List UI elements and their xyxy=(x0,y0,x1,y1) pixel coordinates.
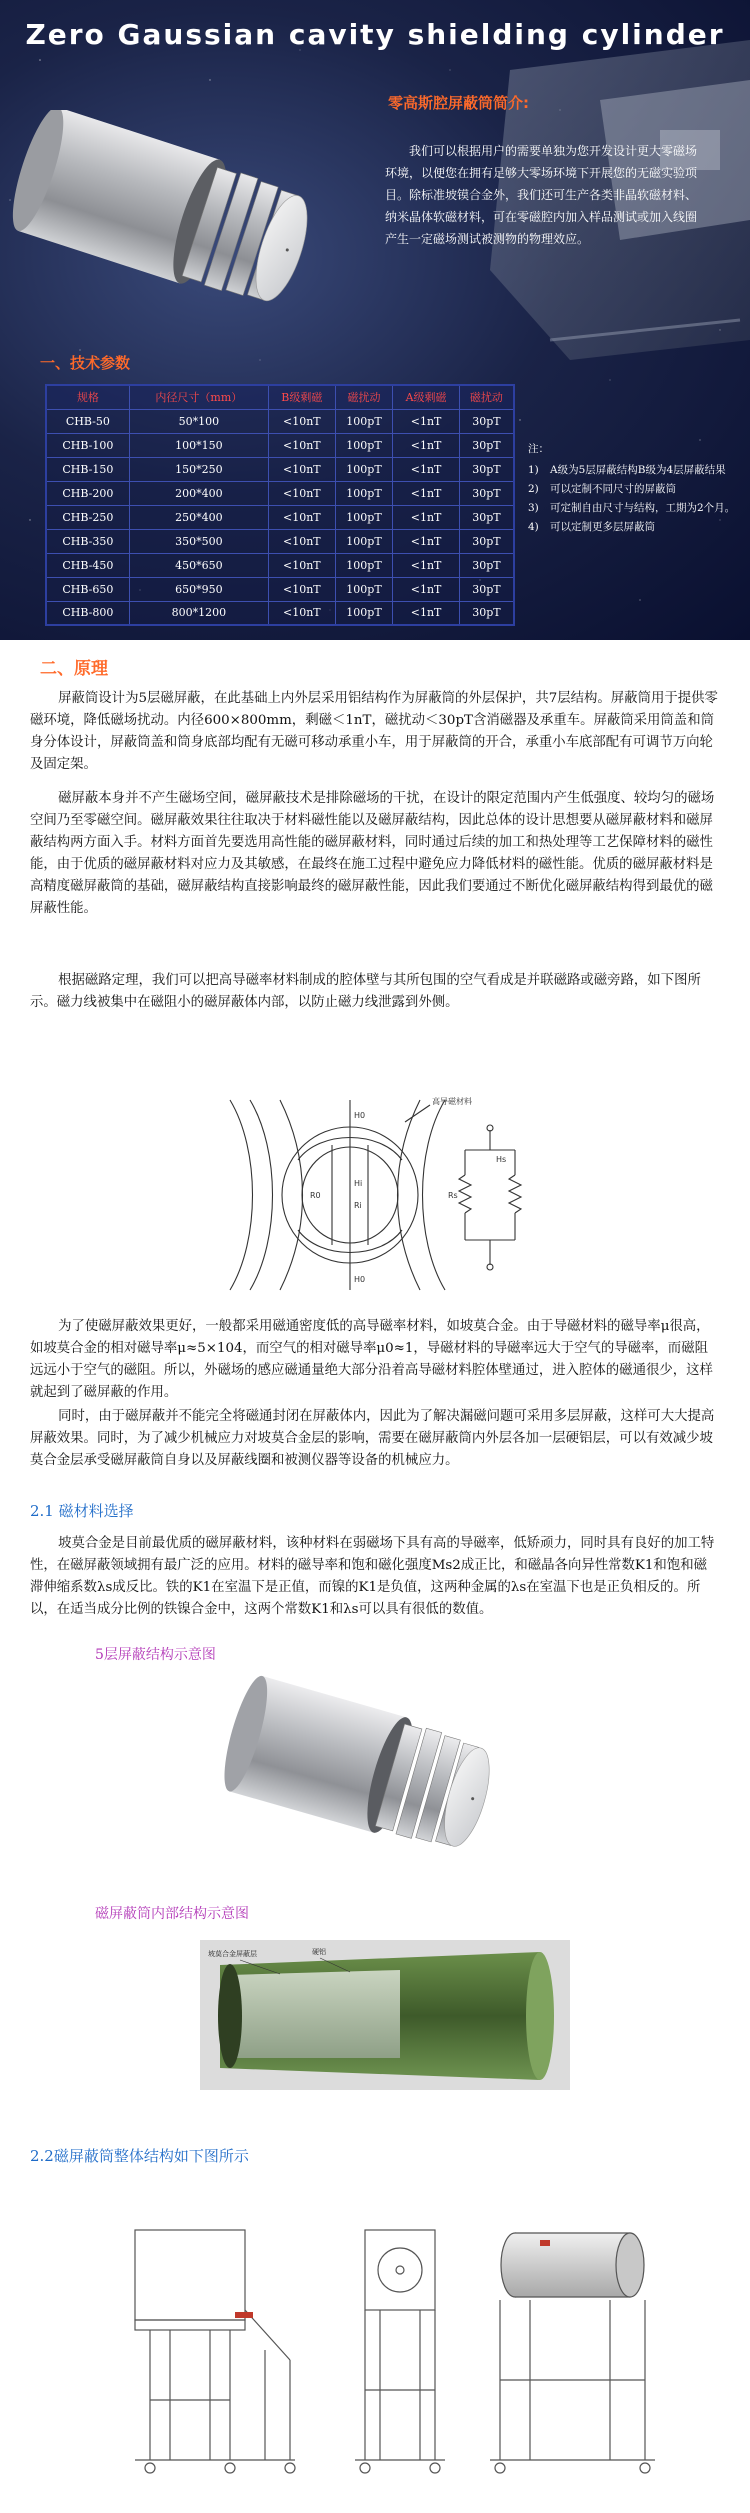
inner-structure-caption: 磁屏蔽筒内部结构示意图 xyxy=(95,1906,249,1922)
spec-table-cell: <1nT xyxy=(393,601,459,625)
spec-table-row xyxy=(46,553,514,577)
spec-table-cell: <10nT xyxy=(268,481,335,505)
diagram-label-material: 高导磁材料 xyxy=(432,1097,472,1106)
spec-table-cell: 100pT xyxy=(335,481,393,505)
section-tech-params-heading: 一、技术参数 xyxy=(40,354,131,372)
spec-table-cell: CHB-100 xyxy=(46,433,129,457)
note-item xyxy=(528,480,738,499)
spec-table-cell: <1nT xyxy=(393,409,459,433)
note-item xyxy=(528,499,738,518)
spec-table-cell: <10nT xyxy=(268,505,335,529)
spec-table-cell: 250*400 xyxy=(129,505,268,529)
spec-table-cell: 30pT xyxy=(459,457,514,481)
note-item xyxy=(528,518,738,537)
diagram-label-h0-top: H0 xyxy=(354,1111,366,1120)
principle-heading: 二、原理 xyxy=(40,659,108,679)
spec-table-cell: <10nT xyxy=(268,529,335,553)
spec-table-cell: 100pT xyxy=(335,553,393,577)
spec-table-cell: <10nT xyxy=(268,601,335,625)
spec-table-cell: 100*150 xyxy=(129,433,268,457)
note-number: 1) xyxy=(528,464,539,476)
spec-table-cell: CHB-350 xyxy=(46,529,129,553)
spec-table-cell: 100pT xyxy=(335,457,393,481)
spec-col-model: 规格 xyxy=(46,385,129,409)
spec-table-cell: <1nT xyxy=(393,481,459,505)
spec-table-body xyxy=(46,409,514,625)
spec-table-cell: 100pT xyxy=(335,409,393,433)
spec-table-cell: <1nT xyxy=(393,553,459,577)
note-number: 2) xyxy=(528,483,539,495)
diagram-label-h0-bottom: H0 xyxy=(354,1275,366,1284)
spec-col-b-disturbance: 磁扰动 xyxy=(335,385,393,409)
spec-table-cell: CHB-800 xyxy=(46,601,129,625)
spec-table-cell: 30pT xyxy=(459,553,514,577)
spec-table-cell: 650*950 xyxy=(129,577,268,601)
five-layer-cylinder-image xyxy=(220,1660,560,1890)
spec-col-b-remanence: B级剩磁 xyxy=(268,385,335,409)
spec-table-cell: <10nT xyxy=(268,553,335,577)
note-text: 可以定制更多层屏蔽筒 xyxy=(550,521,655,533)
hero-banner xyxy=(0,0,750,640)
spec-table-row xyxy=(46,505,514,529)
spec-table-cell: CHB-150 xyxy=(46,457,129,481)
spec-table-cell: <1nT xyxy=(393,529,459,553)
spec-col-inner-size: 内径尺寸（mm） xyxy=(129,385,268,409)
spec-table-row xyxy=(46,457,514,481)
spec-table-cell: 50*100 xyxy=(129,409,268,433)
content-body xyxy=(0,640,750,2513)
magnetic-circuit-diagram xyxy=(220,1090,560,1300)
note-item xyxy=(528,461,738,480)
spec-table-row xyxy=(46,433,514,457)
spec-table-cell: 450*650 xyxy=(129,553,268,577)
note-number: 4) xyxy=(528,521,539,533)
spec-table-cell: 30pT xyxy=(459,481,514,505)
principle-paragraph-3: 根据磁路定理，我们可以把高导磁率材料制成的腔体壁与其所包围的空气看成是并联磁路或磁旁路，如下图所示。磁力线被集中在磁阻小的磁屏蔽体内部，以防止磁力线泄露到外侧。 xyxy=(30,973,701,1010)
diagram-label-r0: R0 xyxy=(310,1191,321,1200)
hero-title: Zero Gaussian cavity shielding cylinder xyxy=(25,18,725,51)
diagram-label-rs: Rs xyxy=(448,1191,458,1200)
spec-table-cell: <10nT xyxy=(268,433,335,457)
structure-drawing-side xyxy=(340,2200,480,2500)
spec-table-cell: 100pT xyxy=(335,433,393,457)
note-text: 可以定制不同尺寸的屏蔽筒 xyxy=(550,483,676,495)
spec-table-cell: 30pT xyxy=(459,433,514,457)
spec-table-cell: <1nT xyxy=(393,577,459,601)
material-heading: 2.1 磁材料选择 xyxy=(30,1502,134,1520)
spec-table-cell: 30pT xyxy=(459,601,514,625)
spec-table-cell: CHB-450 xyxy=(46,553,129,577)
inner-label-aluminum: 硬铝 xyxy=(312,1948,326,1956)
diagram-label-hi: Hi xyxy=(354,1179,363,1188)
structure-drawing-front xyxy=(115,2200,315,2500)
spec-table-cell: 30pT xyxy=(459,577,514,601)
note-text: 可定制自由尺寸与结构，工期为2个月。 xyxy=(550,502,736,514)
spec-table-row xyxy=(46,409,514,433)
spec-table-cell: 100pT xyxy=(335,529,393,553)
material-paragraph: 坡莫合金是目前最优质的磁屏蔽材料，该种材料在弱磁场下具有高的导磁率，低矫顽力，同时具有良好的加工特性，在磁屏蔽领域拥有最广泛的应用。材料的磁导率和饱和磁化强度Ms2成正比，和磁晶各向异性常数K1和饱和磁滞伸缩系数λs成反比。铁的K1在室温下是正值，而镍的K1是负值，这两种金属的λs在室温下也是正负相反的。所以，在适当成分比例的铁镍合金中，这两个常数K1和λs可以具有很低的数值。 xyxy=(30,1536,715,1617)
intro-text: 我们可以根据用户的需要单独为您开发设计更大零磁场环境，以便您在拥有足够大零场环境下开展您的无磁实验项目。除标准坡镆合金外，我们还可生产各类非晶软磁材料、纳米晶体软磁材料，可在零磁腔内加入样品测试或加入线圈产生一定磁场测试被测物的物理效应。 xyxy=(385,144,698,246)
principle-paragraph-5: 同时，由于磁屏蔽并不能完全将磁通封闭在屏蔽体内，因此为了解决漏磁问题可采用多层屏蔽，这样可大大提高屏蔽效果。同时，为了减少机械应力对坡莫合金层的影响，需要在磁屏蔽筒内外层各加一层硬铝层，可以有效减少坡莫合金层承受磁屏蔽筒自身以及屏蔽线圈和被测仪器等设备的机械应力。 xyxy=(30,1409,715,1468)
notes-panel xyxy=(528,440,738,537)
inner-structure-image xyxy=(200,1940,570,2090)
cylinder-illustration xyxy=(10,110,380,330)
spec-table-row xyxy=(46,577,514,601)
spec-table-cell: 150*250 xyxy=(129,457,268,481)
spec-table-cell: CHB-200 xyxy=(46,481,129,505)
diagram-label-ri: Ri xyxy=(354,1201,362,1210)
spec-table-cell: 100pT xyxy=(335,505,393,529)
spec-table-cell: 30pT xyxy=(459,409,514,433)
spec-table-header-row xyxy=(46,385,514,409)
spec-col-a-remanence: A级剩磁 xyxy=(393,385,459,409)
spec-table-cell: <10nT xyxy=(268,577,335,601)
spec-table-cell: 100pT xyxy=(335,601,393,625)
principle-paragraph-2: 磁屏蔽本身并不产生磁场空间，磁屏蔽技术是排除磁场的干扰，在设计的限定范围内产生低强度、较均匀的磁场空间乃至零磁空间。磁屏蔽效果往往取决于材料磁性能以及磁屏蔽结构，因此总体的设计思想要从磁屏蔽材料和磁屏蔽结构两方面入手。材料方面首先要选用高性能的磁屏蔽材料，同时通过后续的加工和热处理等工艺保障材料的磁性能，由于优质的磁屏蔽材料对应力及其敏感，在最终在施工过程中避免应力降低材料的磁性能。优质的磁屏蔽材料是高精度磁屏蔽筒的基础，磁屏蔽结构直接影响最终的磁屏蔽性能，因此我们要通过不断优化磁屏蔽结构得到最优的磁屏蔽性能。 xyxy=(30,791,715,916)
inner-label-permalloy: 坡莫合金屏蔽层 xyxy=(208,1950,257,1958)
spec-table-cell: <10nT xyxy=(268,457,335,481)
five-layer-caption: 5层屏蔽结构示意图 xyxy=(95,1647,216,1663)
spec-table-cell: CHB-50 xyxy=(46,409,129,433)
note-number: 3) xyxy=(528,502,539,514)
spec-table-cell: 100pT xyxy=(335,577,393,601)
structure-drawing-3d xyxy=(470,2200,670,2500)
spec-table-cell: 30pT xyxy=(459,529,514,553)
intro-heading: 零高斯腔屏蔽筒简介: xyxy=(388,94,529,112)
spec-table-row xyxy=(46,601,514,625)
spec-table-cell: 350*500 xyxy=(129,529,268,553)
spec-table-cell: <1nT xyxy=(393,457,459,481)
spec-table-cell: <10nT xyxy=(268,409,335,433)
overall-structure-caption: 2.2磁屏蔽筒整体结构如下图所示 xyxy=(30,2147,249,2165)
spec-table xyxy=(45,384,515,626)
spec-table-row xyxy=(46,481,514,505)
principle-paragraph-4: 为了使磁屏蔽效果更好，一般都采用磁通密度低的高导磁率材料，如坡莫合金。由于导磁材料的磁导率μ很高，如坡莫合金的相对磁导率μ≈5×104，而空气的相对磁导率μ0≈1，导磁材料的导磁率远大于空气的导磁率，而磁阻远远小于空气的磁阻。所以，外磁场的感应磁通量绝大部分沿着高导磁材料腔体壁通过，进入腔体的磁通很少，这样就起到了磁屏蔽的作用。 xyxy=(30,1319,713,1400)
spec-table-cell: CHB-250 xyxy=(46,505,129,529)
spec-table-cell: 30pT xyxy=(459,505,514,529)
spec-col-a-disturbance: 磁扰动 xyxy=(459,385,514,409)
spec-table-row xyxy=(46,529,514,553)
diagram-label-hs: Hs xyxy=(496,1155,507,1164)
spec-table-cell: <1nT xyxy=(393,433,459,457)
notes-label: 注： xyxy=(528,443,549,455)
spec-table-cell: 200*400 xyxy=(129,481,268,505)
spec-table-cell: 800*1200 xyxy=(129,601,268,625)
spec-table-cell: CHB-650 xyxy=(46,577,129,601)
note-text: A级为5层屏蔽结构B级为4层屏蔽结果 xyxy=(550,464,726,476)
spec-table-cell: <1nT xyxy=(393,505,459,529)
principle-paragraph-1: 屏蔽筒设计为5层磁屏蔽，在此基础上内外层采用铝结构作为屏蔽筒的外层保护，共7层结构。屏蔽筒用于提供零磁环境，降低磁场扰动。内径600×800mm，剩磁＜1nT，磁扰动＜30pT含消磁器及承重车。屏蔽筒采用筒盖和筒身分体设计，屏蔽筒盖和筒身底部均配有无磁可移动承重小车，用于屏蔽筒的开合，承重小车底部配有可调节万向轮及固定架。 xyxy=(30,691,718,772)
